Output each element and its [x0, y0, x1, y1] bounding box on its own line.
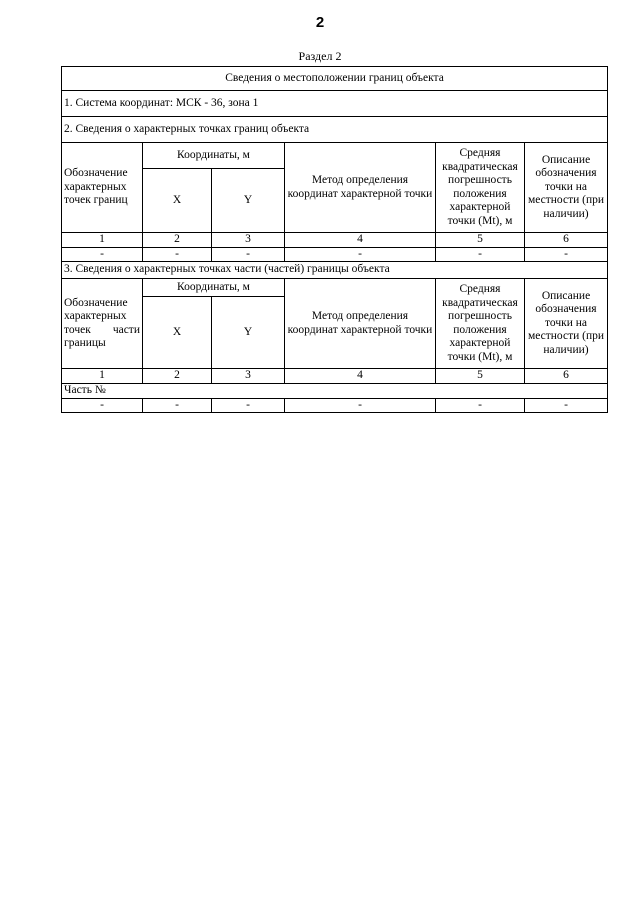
- column-number-row: [62, 233, 608, 248]
- table-cell: -: [525, 247, 608, 262]
- col-error: Средняя квадратическая погрешность положения характерной точки (Mt), м: [436, 279, 525, 369]
- column-number: 3: [212, 233, 285, 248]
- table-cell: -: [62, 247, 143, 262]
- column-number: 2: [143, 369, 212, 384]
- col-method: Метод определения координат характерной точки: [285, 143, 436, 233]
- part-label: Часть №: [62, 383, 608, 398]
- column-number: 5: [436, 369, 525, 384]
- part-section-heading: 3. Сведения о характерных точках части (частей) границы объекта: [62, 262, 608, 279]
- page-number: 2: [315, 14, 325, 31]
- column-number: 2: [143, 233, 212, 248]
- column-number: 4: [285, 233, 436, 248]
- col-y: Y: [212, 169, 285, 233]
- table-title: Сведения о местоположении границ объекта: [62, 67, 608, 91]
- table-cell: -: [212, 247, 285, 262]
- column-number: 1: [62, 233, 143, 248]
- column-number: 6: [525, 369, 608, 384]
- table-cell: -: [285, 247, 436, 262]
- col-method: Метод определения координат характерной точки: [285, 279, 436, 369]
- col-coordinates: Координаты, м: [143, 143, 285, 169]
- table-row: [62, 247, 608, 262]
- table-cell: -: [212, 398, 285, 413]
- col-coordinates: Координаты, м: [143, 279, 285, 297]
- col-description: Описание обозначения точки на местности (при наличии): [525, 279, 608, 369]
- section-label: Раздел 2: [298, 49, 342, 63]
- table-cell: -: [143, 247, 212, 262]
- col-error: Средняя квадратическая погрешность положения характерной точки (Mt), м: [436, 143, 525, 233]
- table-cell: -: [436, 247, 525, 262]
- table-cell: -: [436, 398, 525, 413]
- column-number: 1: [62, 369, 143, 384]
- column-number: 6: [525, 233, 608, 248]
- table-row: [62, 398, 608, 413]
- boundary-table: [61, 66, 608, 413]
- column-number: 5: [436, 233, 525, 248]
- table-cell: -: [143, 398, 212, 413]
- column-number: 4: [285, 369, 436, 384]
- col-x: X: [143, 297, 212, 369]
- col-description: Описание обозначения точки на местности (при наличии): [525, 143, 608, 233]
- table-cell: -: [62, 398, 143, 413]
- col-designation-part: Обозначение характерных точек части границы: [62, 279, 143, 369]
- col-x: X: [143, 169, 212, 233]
- points-section-heading: 2. Сведения о характерных точках границ объекта: [62, 117, 608, 143]
- col-y: Y: [212, 297, 285, 369]
- col-designation: Обозначение характерных точек границ: [62, 143, 143, 233]
- column-number-row: [62, 369, 608, 384]
- coordinate-system: 1. Система координат: МСК - 36, зона 1: [62, 91, 608, 117]
- table-cell: -: [285, 398, 436, 413]
- column-number: 3: [212, 369, 285, 384]
- table-cell: -: [525, 398, 608, 413]
